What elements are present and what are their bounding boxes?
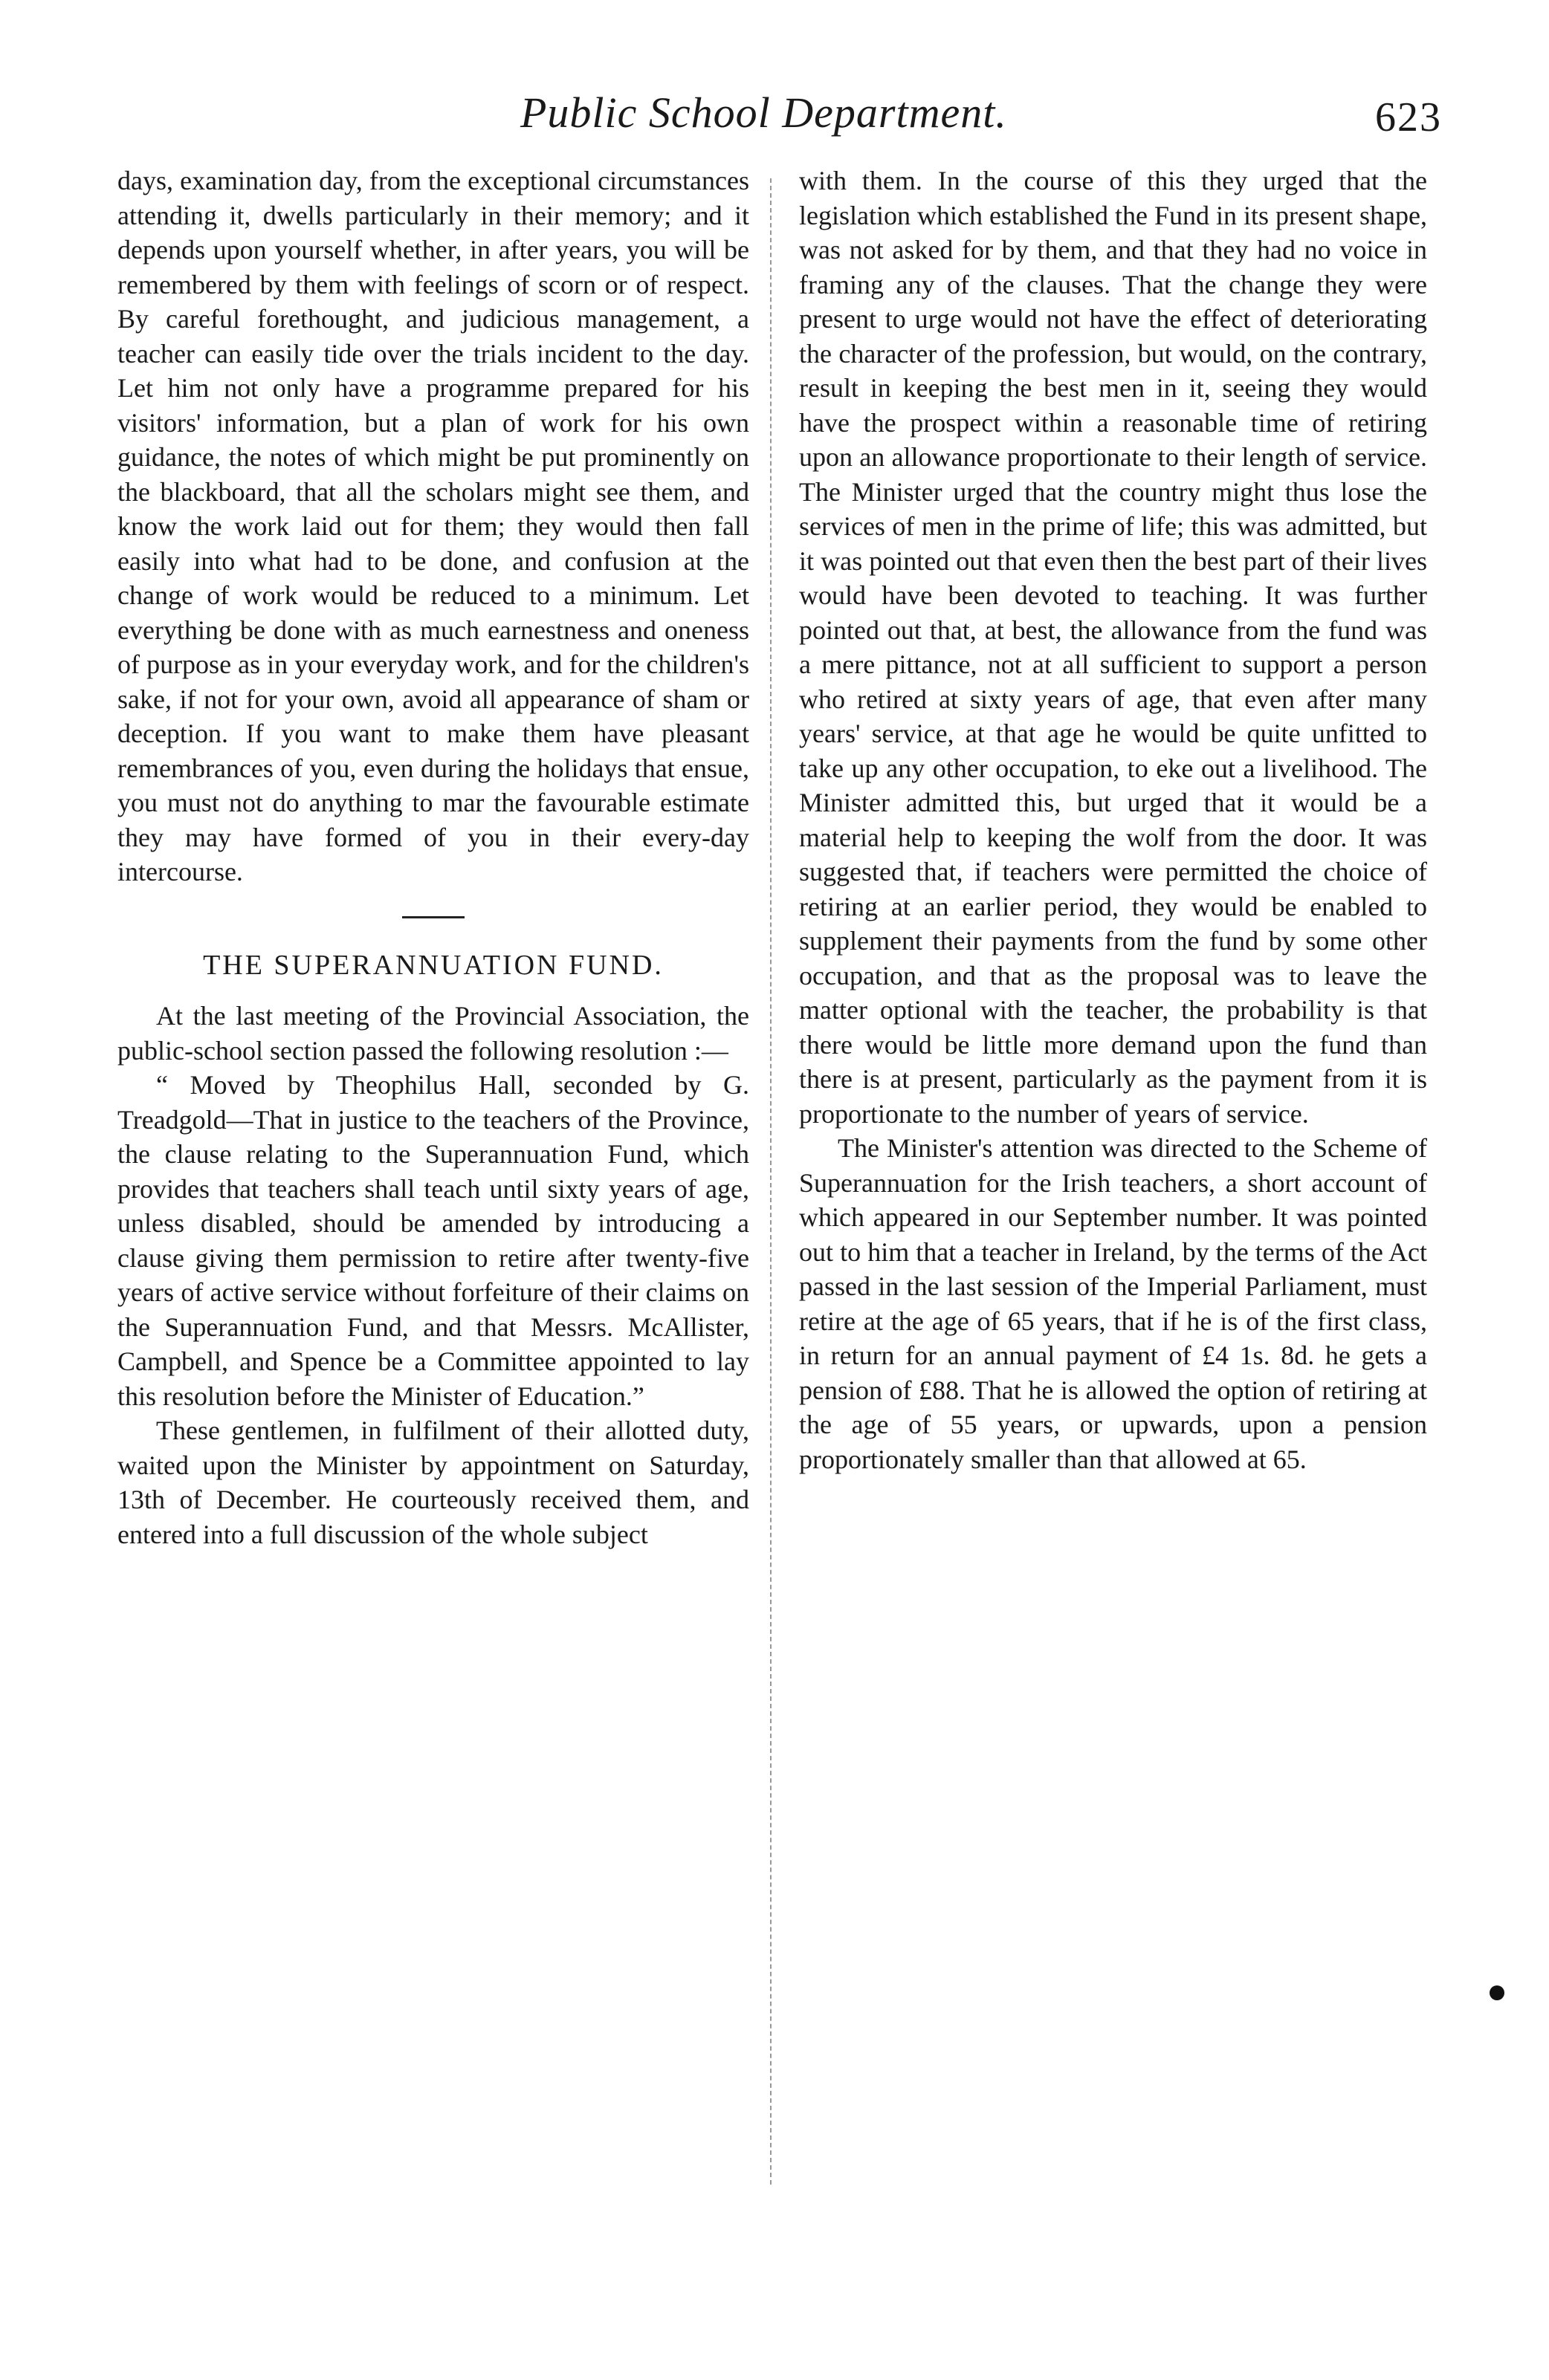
- right-paragraph-2: The Minister's attention was directed to the Scheme of Superannuation for the Irish teachers, a short account of which appeared in our September number. It was pointed out to him that a teacher in Ireland, by the terms of the Act passed in the last session of the Imperial Parliament, must retire at the age of 65 years, that if he is of the first class, in return for an annual payment of £4 1s. 8d. he gets a pension of £88. That he is allowed the option of retiring at the age of 55 years, or upwards, upon a pension proportionately smaller than that allowed at 65.: [799, 1133, 1427, 1474]
- running-head: Public School Department.: [520, 88, 1007, 137]
- right-paragraph-1: with them. In the course of this they urged that the legislation which established the Fund in its present shape, was not asked for by them, and that they had no voice in framing any of the clauses. That the change they were present to urge would not have the effect of deteriorating the character of the profession, but would, on the contrary, result in keeping the best men in it, seeing they would have the prospect within a reasonable time of retiring upon an allowance proportionate to their length of service. The Minister urged that the country might thus lose the services of men in the prime of life; this was admitted, but it was pointed out that even then the best part of their lives would have been devoted to teaching. It was further pointed out that, at best, the allowance from the fund was a mere pittance, not at all sufficient to support a person who retired at sixty years of age, that even after many years' service, at that age he would be quite unfitted to take up any other occupation, to eke out a livelihood. The Minister admitted this, but urged that it would be a material help to keeping the wolf from the door. It was suggested that, if teachers were permitted the choice of retiring at an earlier period, they would be enabled to supplement their payments from the fund by some other occupation, and that as the proposal was to leave the matter optional with the teacher, the probability is that there would be little more demand upon the fund than there is at present, particularly as the payment from it is proportionate to the number of years of service.: [799, 166, 1427, 1129]
- left-paragraph-3: These gentlemen, in fulfilment of their allotted duty, waited upon the Minister by appointment on Saturday, 13th of December. He courteously received them, and entered into a full discussion of the whole subject: [117, 1416, 749, 1549]
- right-column: [799, 163, 1427, 1476]
- section-rule: [402, 916, 465, 918]
- left-paragraph-resolution: “ Moved by Theophilus Hall, seconded by G. Treadgold—That in justice to the teachers of the Province, the clause relating to the Superannuation Fund, which provides that teachers shall teach until sixty years of age, unless disabled, should be amended by introducing a clause giving them permission to retire after twenty-five years of active service without forfeiture of their claims on the Superannuation Fund, and that Messrs. McAllister, Campbell, and Spence be a Committee appointed to lay this resolution before the Minister of Education.”: [117, 1070, 749, 1411]
- page-number: 623: [1375, 94, 1442, 140]
- column-divider: [770, 178, 772, 2185]
- margin-ink-dot: [1490, 1985, 1504, 2000]
- left-paragraph-2: At the last meeting of the Provincial Association, the public-school section passed the following resolution :—: [117, 1001, 749, 1066]
- section-heading: THE SUPERANNUATION FUND.: [203, 949, 664, 981]
- left-paragraph-1: days, examination day, from the exceptional circumstances attending it, dwells particularly in their memory; and it depends upon yourself whether, in after years, you will be remembered by them with feelings of scorn or of respect. By careful forethought, and judicious management, a teacher can easily tide over the trials incident to the day. Let him not only have a programme prepared for his visitors' information, but a plan of work for his own guidance, the notes of which might be put prominently on the blackboard, that all the scholars might see them, and know the work laid out for them; they would then fall easily into what had to be done, and confusion at the change of work would be reduced to a minimum. Let everything be done with as much earnestness and oneness of purpose as in your everyday work, and for the children's sake, if not for your own, avoid all appearance of sham or deception. If you want to make them have pleasant remembrances of you, even during the holidays that ensue, you must not do anything to mar the favourable estimate they may have formed of you in their every-day intercourse.: [117, 166, 749, 886]
- left-column: [117, 163, 749, 1551]
